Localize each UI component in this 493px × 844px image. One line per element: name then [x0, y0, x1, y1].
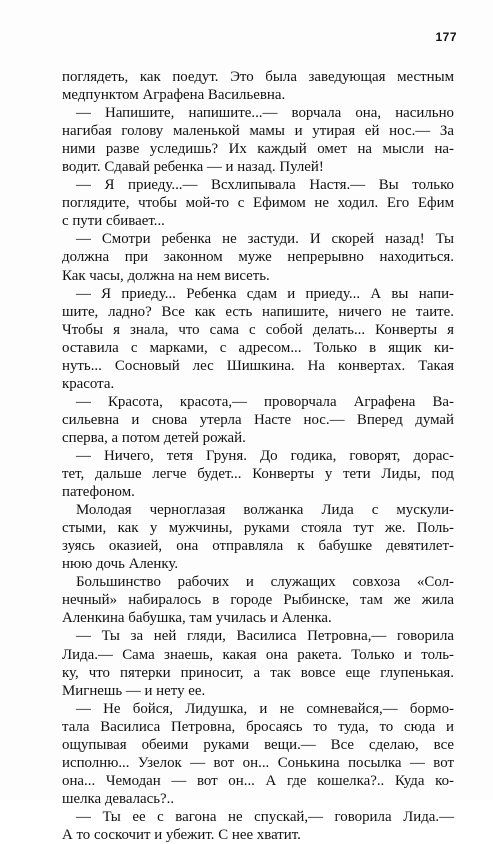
text-line: ощупывая обеими руками вещи.— Все сделаю, все: [62, 736, 454, 753]
text-line: патефоном.: [62, 484, 135, 501]
text-line: шелка девалась?..: [62, 790, 175, 807]
text-line: нагибая голову маленькой мамы и утирая ей нос.— За: [62, 123, 454, 140]
text-line: — Не бойся, Лидушка, и не сомневайся,— бормо-: [76, 700, 454, 717]
text-line: сперва, а потом детей рожай.: [62, 429, 246, 446]
text-line: Лида.— Сама знаешь, какая она ракета. Только и толь-: [62, 646, 454, 663]
text-line: Мигнешь — и нету ее.: [62, 682, 206, 699]
text-line: тет, дальше легче будет... Конверты у тети Лиды, под: [62, 466, 454, 483]
text-line: нечный» набиралось в городе Рыбинске, там же жила: [62, 592, 454, 609]
text-line: поглядите, чтобы мой-то с Ефимом не ходил. Его Ефим: [62, 195, 454, 212]
text-line: зуясь оказией, она отправляла к бабушке девятилет-: [62, 538, 454, 555]
text-line: стыми, как у мужчины, руками стояла тут же. Поль-: [62, 520, 454, 537]
text-line: ними разве уследишь? Их каждый омет на мысли на-: [62, 141, 454, 158]
text-line: — Ты ее с вагона не спускай,— говорила Лида.—: [76, 808, 454, 825]
text-line: исполню... Узелок — вот он... Сонькина посылка — вот: [62, 754, 454, 771]
text-line: медпунктом Аграфена Васильевна.: [62, 87, 286, 104]
text-line: — Красота, красота,— проворчала Аграфена Ва-: [76, 393, 454, 410]
page-number: 177: [435, 30, 457, 44]
text-line: Молодая черноглазая волжанка Лида с мускули-: [76, 502, 454, 519]
text-line: должна при законном муже непрерывно находиться.: [62, 249, 454, 266]
text-line: — Я приеду...— Всхлипывала Настя.— Вы только: [76, 177, 454, 194]
text-line: шите, ладно? Все как есть напишите, ничего не таите.: [62, 303, 454, 320]
text-line: — Ты за ней гляди, Василиса Петровна,— говорила: [76, 628, 454, 645]
text-line: водит. Сдавай ребенка — и назад. Пулей!: [62, 159, 324, 176]
body-text: [62, 68, 454, 844]
text-line: Большинство рабочих и служащих совхоза «Сол-: [76, 574, 454, 591]
text-line: — Смотри ребенка не застуди. И скорей назад! Ты: [76, 231, 454, 248]
text-line: нюю дочь Аленку.: [62, 556, 179, 573]
text-line: красота.: [62, 375, 115, 392]
text-line: Как часы, должна на нем висеть.: [62, 267, 270, 284]
text-line: сильевна и снова утерла Насте нос.— Вперед думай: [62, 411, 454, 428]
text-line: А то соскочит и убежит. С нее хватит.: [62, 826, 301, 843]
text-line: оставила с марками, с адресом... Только в ящик ки-: [62, 339, 454, 356]
text-line: — Напишите, напишите...— ворчала она, насильно: [76, 105, 454, 122]
text-line: Аленкина бабушка, там училась и Аленка.: [62, 610, 332, 627]
text-line: поглядеть, как поедут. Это была заведующая местным: [62, 69, 454, 85]
text-line: Чтобы я знала, что сама с собой делать... Конверты я: [62, 321, 454, 338]
text-line: — Я приеду... Ребенка сдам и приеду... А вы напи-: [76, 285, 454, 302]
text-line: нуть... Сосновый лес Шишкина. На конвертах. Такая: [62, 357, 454, 374]
text-line: она... Чемодан — вот он... А где кошелка?.. Куда ко-: [62, 772, 454, 789]
text-line: с пути сбивает...: [62, 213, 165, 230]
text-line: тала Василиса Петровна, бросаясь то туда, то сюда и: [62, 718, 454, 735]
text-line: ку, что пятерки приносит, а так вовсе еще глупенькая.: [62, 664, 454, 681]
text-line: — Ничего, тетя Груня. До годика, говорят, дорас-: [76, 447, 454, 464]
